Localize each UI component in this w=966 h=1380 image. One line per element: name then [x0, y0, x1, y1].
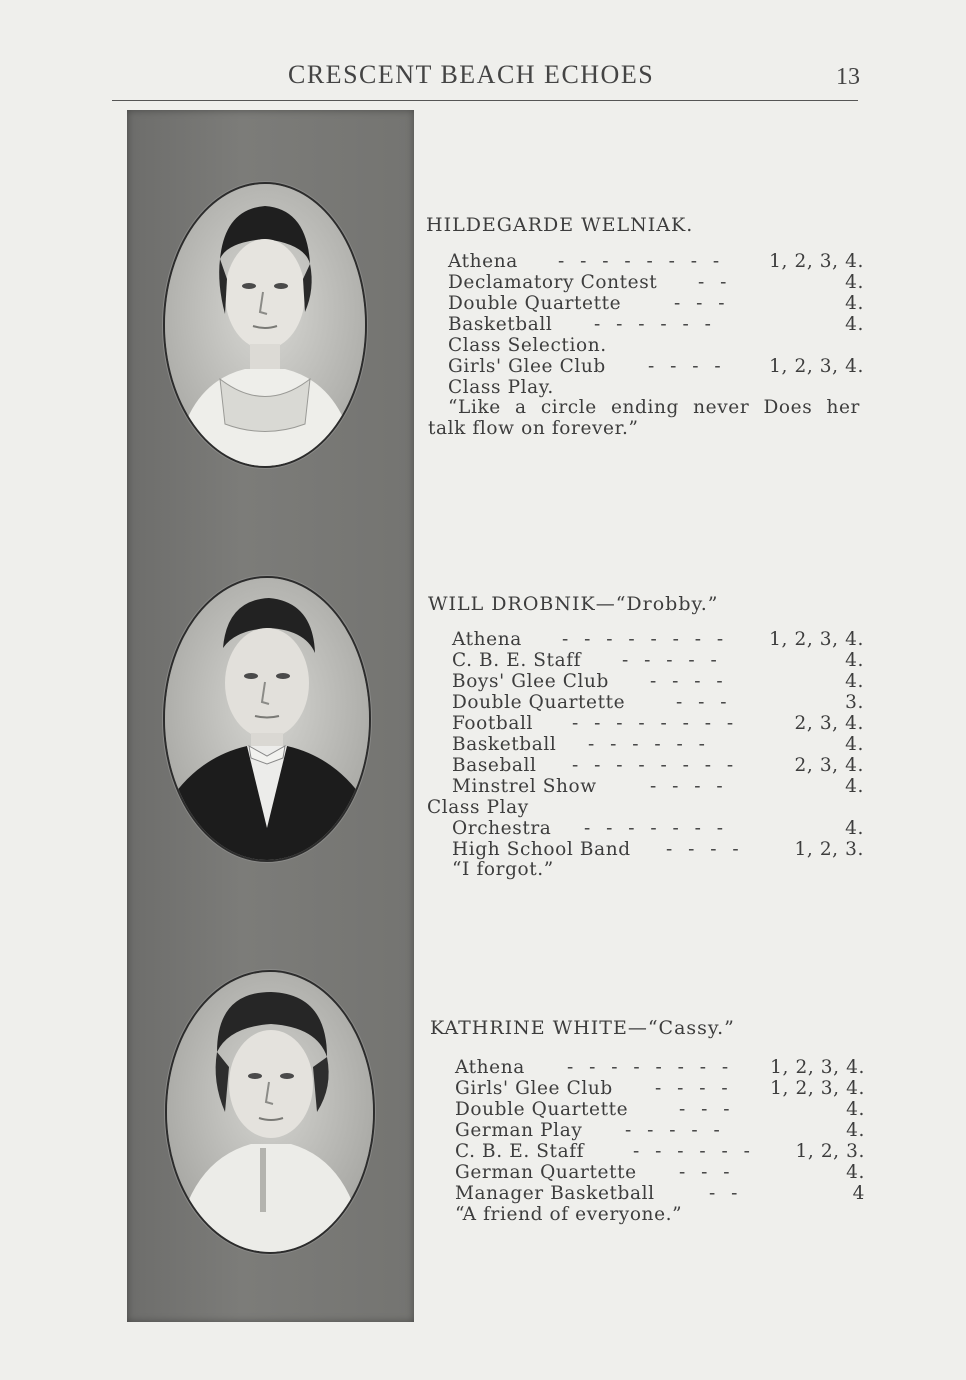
portrait-strip [127, 110, 414, 1322]
activity-label: Minstrel Show [452, 776, 597, 797]
activity-years: 4. [846, 1120, 865, 1141]
activity-label: Double Quartette [448, 293, 622, 314]
leader-dots: - - [698, 272, 732, 293]
activity-label: Class Play. [448, 377, 554, 398]
leader-dots: - - [709, 1183, 743, 1204]
quote-line: talk flow on forever.” [428, 418, 639, 439]
activity-row [455, 1099, 865, 1120]
activity-label: Manager Basketball [455, 1183, 655, 1204]
leader-dots: - - - - [648, 356, 726, 377]
activity-row [448, 377, 864, 398]
activity-years: 1, 2, 3, 4. [770, 1078, 865, 1099]
activity-label: Double Quartette [452, 692, 626, 713]
activity-label: Class Play [427, 797, 529, 818]
quote-line: “Like a circle ending never Does her [448, 397, 860, 418]
activity-years: 4 [852, 1183, 865, 1204]
activity-label: Athena [455, 1057, 525, 1078]
activity-row [455, 1120, 865, 1141]
leader-dots: - - - - - - - - [562, 629, 729, 650]
leader-dots: - - - - - - - - [567, 1057, 734, 1078]
leader-dots: - - - [676, 692, 732, 713]
leader-dots: - - - - [650, 671, 728, 692]
activity-years: 1, 2, 3. [795, 1141, 865, 1162]
activity-years: 4. [845, 734, 864, 755]
activity-row [448, 293, 864, 314]
activity-years: 1, 2, 3, 4. [769, 356, 864, 377]
student-name: WILL DROBNIK—“Drobby.” [428, 593, 719, 615]
activity-row [448, 272, 864, 293]
student-name: HILDEGARDE WELNIAK. [426, 214, 694, 236]
activity-label: German Play [455, 1120, 583, 1141]
activity-label: Orchestra [452, 818, 552, 839]
activity-row [452, 692, 864, 713]
activity-row [452, 713, 864, 734]
portrait-will [163, 576, 371, 862]
activity-years: 1, 2, 3. [794, 839, 864, 860]
activity-row [448, 335, 864, 356]
activity-years: 4. [846, 1099, 865, 1120]
leader-dots: - - - - - - - - [558, 251, 725, 272]
activity-row [455, 1183, 865, 1204]
activity-label: Athena [448, 251, 518, 272]
activity-row [452, 776, 864, 797]
activity-row [452, 839, 864, 860]
leader-dots: - - - - - - - - [572, 755, 739, 776]
activity-row [452, 650, 864, 671]
activity-label: High School Band [452, 839, 631, 860]
activity-years: 4. [845, 776, 864, 797]
activity-label: Girls' Glee Club [448, 356, 606, 377]
leader-dots: - - - - - - - [584, 818, 729, 839]
running-head [0, 58, 966, 98]
activity-years: 2, 3, 4. [794, 713, 864, 734]
activity-label: Athena [452, 629, 522, 650]
activity-label: Girls' Glee Club [455, 1078, 613, 1099]
activity-years: 1, 2, 3, 4. [769, 629, 864, 650]
activity-years: 4. [845, 671, 864, 692]
activity-label: C. B. E. Staff [455, 1141, 585, 1162]
running-title: CRESCENT BEACH ECHOES [288, 60, 655, 89]
leader-dots: - - - - [666, 839, 744, 860]
activity-label: Declamatory Contest [448, 272, 658, 293]
activity-years: 4. [845, 293, 864, 314]
leader-dots: - - - [674, 293, 730, 314]
activity-label: C. B. E. Staff [452, 650, 582, 671]
activity-years: 4. [845, 650, 864, 671]
quote-line: “I forgot.” [452, 859, 554, 880]
portrait-kathrine [165, 970, 375, 1254]
activity-years: 4. [845, 818, 864, 839]
student-quote [452, 859, 864, 880]
activity-label: Double Quartette [455, 1099, 629, 1120]
student-quote [455, 1204, 865, 1225]
activity-years: 4. [845, 314, 864, 335]
activity-years: 1, 2, 3, 4. [770, 1057, 865, 1078]
activity-row [452, 755, 864, 776]
header-rule [112, 100, 858, 101]
leader-dots: - - - - - [622, 650, 722, 671]
activity-row [452, 818, 864, 839]
page-number: 13 [836, 64, 860, 90]
activity-label: Basketball [448, 314, 553, 335]
activity-row [448, 251, 864, 272]
activity-label: Class Selection. [448, 335, 607, 356]
portrait-hildegarde [163, 182, 367, 468]
activity-years: 4. [845, 272, 864, 293]
activity-row [448, 356, 864, 377]
leader-dots: - - - [679, 1162, 735, 1183]
student-name: KATHRINE WHITE—“Cassy.” [430, 1017, 735, 1039]
activity-label: Baseball [452, 755, 537, 776]
leader-dots: - - - - [650, 776, 728, 797]
activity-years: 1, 2, 3, 4. [769, 251, 864, 272]
activity-row [452, 734, 864, 755]
leader-dots: - - - - [655, 1078, 733, 1099]
student-quote [428, 397, 860, 439]
activity-row [452, 629, 864, 650]
activity-row [452, 671, 864, 692]
activity-row [455, 1141, 865, 1162]
activity-label: Boys' Glee Club [452, 671, 609, 692]
leader-dots: - - - - - - [594, 314, 716, 335]
activity-label: German Quartette [455, 1162, 637, 1183]
activity-row [455, 1162, 865, 1183]
activity-row [448, 314, 864, 335]
activity-row [455, 1078, 865, 1099]
leader-dots: - - - - - [625, 1120, 725, 1141]
activity-row [455, 1057, 865, 1078]
activity-years: 2, 3, 4. [794, 755, 864, 776]
activity-label: Basketball [452, 734, 557, 755]
activity-label: Football [452, 713, 534, 734]
activity-years: 4. [846, 1162, 865, 1183]
leader-dots: - - - - - - - - [572, 713, 739, 734]
quote-line: “A friend of everyone.” [455, 1204, 683, 1225]
activity-row [427, 797, 864, 818]
leader-dots: - - - - - - [633, 1141, 755, 1162]
leader-dots: - - - - - - [588, 734, 710, 755]
leader-dots: - - - [679, 1099, 735, 1120]
activity-years: 3. [845, 692, 864, 713]
